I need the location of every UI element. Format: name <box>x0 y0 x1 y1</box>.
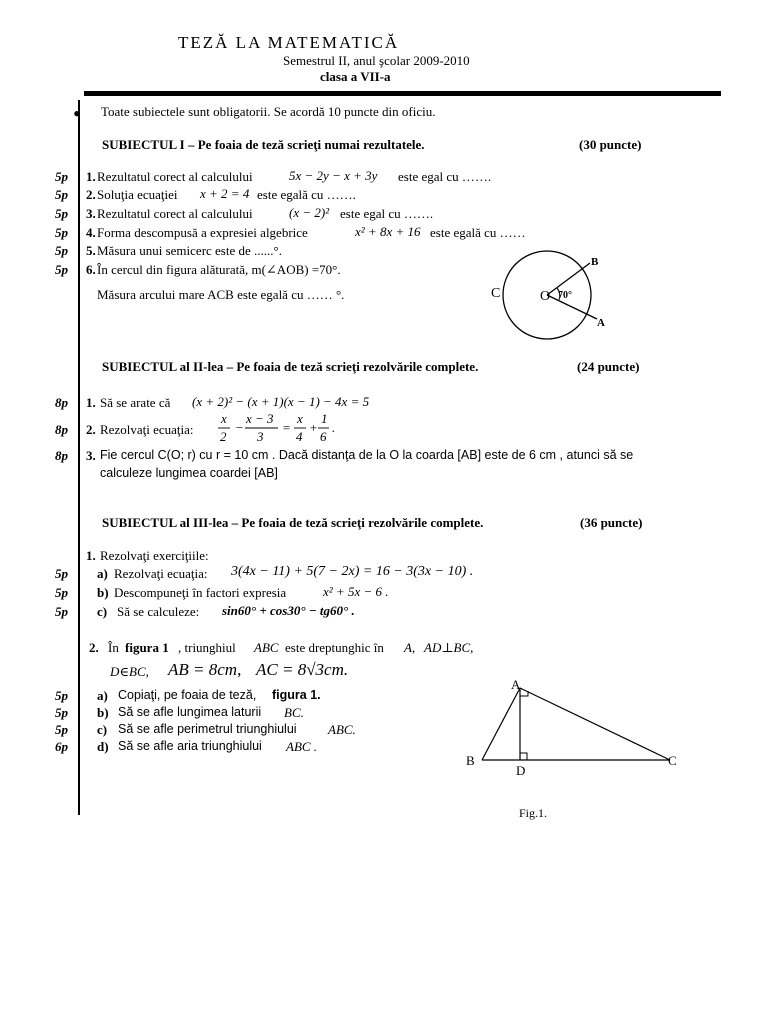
item-text: Măsura unui semicerc este de ......°. <box>97 243 282 258</box>
label-a: A <box>597 317 605 329</box>
item-points: 5p <box>55 585 68 600</box>
item-number: 2. <box>89 640 99 655</box>
frac1-num: x <box>221 411 227 426</box>
header-rule <box>84 91 721 96</box>
item-text: Să se afle aria triunghiului <box>118 739 262 753</box>
eq-end: . <box>332 420 336 435</box>
fraction-equation <box>215 410 340 448</box>
item-number: 4. <box>86 225 96 240</box>
item-text: Soluţia ecuaţiei <box>97 187 178 202</box>
item-line2: calculeze lungimea coardei [AB] <box>100 466 278 480</box>
item-letter: b) <box>97 585 109 600</box>
subject3-heading: SUBIECTUL al III-lea – Pe foaia de teză scrieţi rezolvările complete. <box>102 515 484 530</box>
item-points: 5p <box>55 705 68 720</box>
ex2-fig-ref: figura 1 <box>125 640 169 655</box>
angle-label: 70° <box>558 290 572 301</box>
item-text: În cercul din figura alăturată, m(∠AOB) =70°. <box>97 262 341 277</box>
item-points: 5p <box>55 566 68 581</box>
subject1-heading: SUBIECTUL I – Pe foaia de teză scrieţi numai rezultatele. <box>102 137 425 152</box>
item-number: 3. <box>86 448 96 463</box>
item-math: x + 2 = 4 <box>200 186 250 201</box>
item-points: 5p <box>55 225 68 240</box>
bullet-icon: • <box>73 101 81 126</box>
instructions: Toate subiectele sunt obligatorii. Se acordă 10 puncte din oficiu. <box>101 104 436 119</box>
item-letter: b) <box>97 705 109 720</box>
subject2-heading: SUBIECTUL al II-lea – Pe foaia de teză scrieţi rezolvările complete. <box>102 359 479 374</box>
item-after: este egal cu ……. <box>398 169 492 184</box>
item-letter: a) <box>97 566 108 581</box>
frac1-den: 2 <box>220 429 227 444</box>
figure-caption: Fig.1. <box>519 806 548 820</box>
ex2-a: A, <box>404 640 416 655</box>
item-italic: ABC . <box>286 739 318 754</box>
item-math: 3(4x − 11) + 5(7 − 2x) = 16 − 3(3x − 10) . <box>231 564 474 579</box>
item-number: 2. <box>86 187 96 202</box>
item-letter: d) <box>97 739 109 754</box>
item-text: Rezolvaţi ecuaţia: <box>100 422 194 437</box>
item-text: Să se calculeze: <box>117 604 200 619</box>
item-text: Rezultatul corect al calculului <box>97 206 253 221</box>
right-angle-d <box>520 753 527 760</box>
item-text: Să se afle lungimea laturii <box>118 705 262 719</box>
frac2-den: 3 <box>257 429 264 444</box>
page-title: TEZĂ LA MATEMATICĂ <box>178 33 400 52</box>
ex2-text-b: , triunghiul <box>178 640 236 655</box>
ex2-perp: AD⊥BC, <box>424 640 474 655</box>
item-points: 5p <box>55 243 68 258</box>
item-number: 2. <box>86 422 96 437</box>
ex2-ab: AB = 8cm, <box>168 660 242 679</box>
item-italic: ABC. <box>328 722 356 737</box>
ex2-ac: AC = 8√3cm. <box>256 660 349 679</box>
item-math: (x − 2)² <box>289 205 330 220</box>
ex2-text-a: În <box>108 640 119 655</box>
item-math: 5x − 2y − x + 3y <box>289 168 378 183</box>
item-points: 8p <box>55 422 68 437</box>
item-math: (x + 2)² − (x + 1)(x − 1) − 4x = 5 <box>192 394 370 409</box>
item-text: Rezolvaţi ecuaţia: <box>114 566 208 581</box>
item-text: Forma descompusă a expresiei algebrice <box>97 225 308 240</box>
item-math: x² + 5x − 6 . <box>323 584 389 599</box>
label-c: C <box>491 286 501 301</box>
item-text: Rezultatul corect al calculului <box>97 169 253 184</box>
item-points: 8p <box>55 395 68 410</box>
item-points: 5p <box>55 169 68 184</box>
item-points: 5p <box>55 262 68 277</box>
op-equals: = <box>282 420 291 435</box>
item-number: 5. <box>86 243 96 258</box>
item-number: 1. <box>86 548 96 563</box>
item-number: 3. <box>86 206 96 221</box>
op-minus: − <box>235 420 244 435</box>
item-math: sin60° + cos30° − tg60° . <box>222 603 355 618</box>
item-after: este egală cu ……. <box>257 187 356 202</box>
label-a: A <box>511 677 521 692</box>
ex2-d-in-bc: D∈BC, <box>110 664 149 679</box>
label-o: O <box>540 289 551 304</box>
item-number: 6. <box>86 262 96 277</box>
semester-line: Semestrul II, anul şcolar 2009-2010 <box>283 53 470 68</box>
frac3-den: 4 <box>296 429 303 444</box>
subject3-points: (36 puncte) <box>580 515 643 530</box>
frac3-num: x <box>297 411 303 426</box>
triangle-figure <box>460 675 690 780</box>
item-points: 8p <box>55 448 68 463</box>
item-points: 5p <box>55 604 68 619</box>
item-letter: c) <box>97 604 108 619</box>
circle-figure <box>485 245 615 345</box>
item-text: Rezolvaţi exerciţiile: <box>100 548 209 563</box>
item-text: Să se arate că <box>100 395 171 410</box>
op-plus: + <box>309 420 318 435</box>
item-text: Să se afle perimetrul triunghiului <box>118 722 297 736</box>
item-points: 5p <box>55 688 68 703</box>
item-text: Copiaţi, pe foaia de teză, <box>118 688 257 702</box>
item-points: 5p <box>55 206 68 221</box>
label-b: B <box>591 256 599 268</box>
label-d: D <box>516 763 526 778</box>
frac4-num: 1 <box>321 411 328 426</box>
item-points: 5p <box>55 187 68 202</box>
item-after: este egal cu ……. <box>340 206 434 221</box>
item-letter: a) <box>97 688 108 703</box>
subject2-points: (24 puncte) <box>577 359 640 374</box>
item-points: 5p <box>55 722 68 737</box>
frac2-num: x − 3 <box>246 411 274 426</box>
subject1-points: (30 puncte) <box>579 137 642 152</box>
item-math: x² + 8x + 16 <box>355 224 421 239</box>
item-number: 1. <box>86 169 96 184</box>
item-italic: BC. <box>284 705 304 720</box>
item-bold: figura 1. <box>272 688 321 702</box>
item-points: 6p <box>55 739 68 754</box>
label-b: B <box>466 753 475 768</box>
ex2-text-c: este dreptunghic în <box>285 640 384 655</box>
item-text: Fie cercul C(O; r) cu r = 10 cm . Dacă distanţa de la O la coarda [AB] este de 6 cm , atunci să se <box>100 448 634 462</box>
label-c: C <box>668 753 677 768</box>
item-letter: c) <box>97 722 108 737</box>
item-number: 1. <box>86 395 96 410</box>
frac4-den: 6 <box>320 429 327 444</box>
item-line2: Măsura arcului mare ACB este egală cu …… °. <box>97 287 345 302</box>
triangle-abc <box>482 688 670 760</box>
ex2-abc: ABC <box>254 640 279 655</box>
item-after: este egală cu …… <box>430 225 526 240</box>
margin-line <box>78 100 80 815</box>
class-line: clasa a VII-a <box>320 69 391 84</box>
item-text: Descompuneţi în factori expresia <box>114 585 287 600</box>
